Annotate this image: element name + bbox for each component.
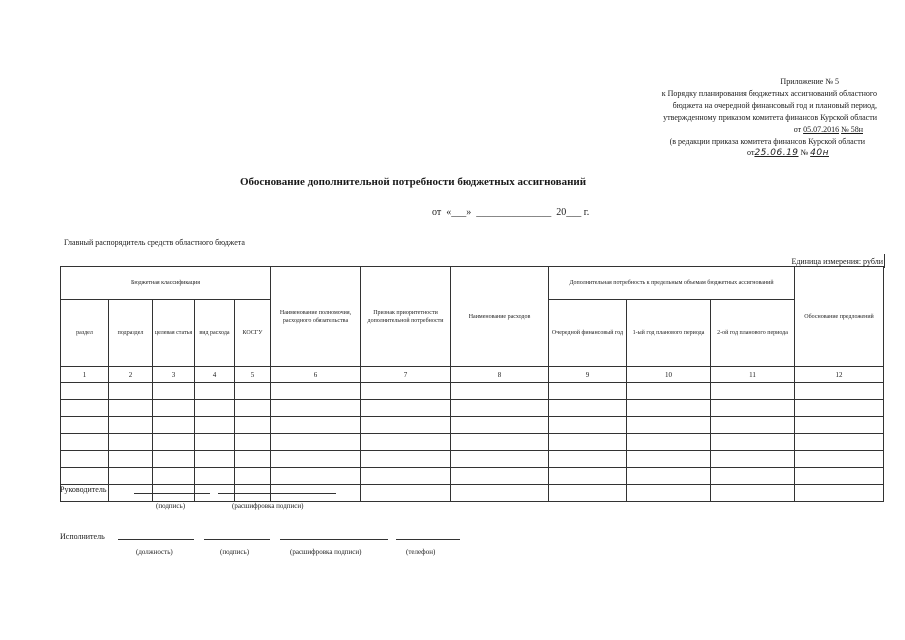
table-row <box>61 451 884 468</box>
column-number: 12 <box>795 367 884 383</box>
exec-signature-line <box>204 539 270 540</box>
table-row <box>61 468 884 485</box>
head-label: Руководитель <box>60 485 107 494</box>
header-additional-need: Дополнительная потребность к предельным объемам бюджетных ассигнований <box>549 267 795 300</box>
document-date-line: от «___» _______________ 20___ г. <box>432 207 590 218</box>
budget-table <box>60 266 884 502</box>
header-kosgu: КОСГУ <box>235 300 271 367</box>
exec-decoding-line <box>280 539 388 540</box>
column-number: 1 <box>61 367 109 383</box>
appendix-line-2: бюджета на очередной финансовый год и плановый период, <box>672 101 877 110</box>
edition-line: (в редакции приказа комитета финансов Курской области <box>669 137 865 146</box>
exec-signature-caption: (подпись) <box>220 548 250 556</box>
column-number: 4 <box>195 367 235 383</box>
edition-number-prefix: № <box>800 148 809 157</box>
appendix-block <box>617 76 877 136</box>
column-number: 10 <box>627 367 711 383</box>
executor-label: Исполнитель <box>60 532 105 541</box>
document-title: Обоснование дополнительной потребности бюджетных ассигнований <box>240 176 587 188</box>
column-number: 11 <box>711 367 795 383</box>
edition-block <box>615 136 865 159</box>
page-edge-mark <box>884 254 885 268</box>
header-target-article: целевая статья <box>153 300 195 367</box>
header-plan-year-1: 1-ый год планового периода <box>627 300 711 367</box>
header-authority: Наименование полномочия, расходного обязательства <box>271 267 361 367</box>
head-signature-caption: (подпись) <box>156 502 186 510</box>
header-expense-type: вид расхода <box>195 300 235 367</box>
column-number: 5 <box>235 367 271 383</box>
appendix-date-line <box>617 124 877 136</box>
head-decoding-line <box>218 493 336 494</box>
edition-prefix: от <box>747 148 755 157</box>
head-signature-line <box>134 493 210 494</box>
exec-decoding-caption: (расшифровка подписи) <box>290 548 362 556</box>
header-subsection: подраздел <box>109 300 153 367</box>
exec-position-caption: (должность) <box>136 548 173 556</box>
exec-position-line <box>118 539 194 540</box>
column-number: 7 <box>361 367 451 383</box>
appendix-line-1: к Порядку планирования бюджетных ассигнований областного <box>661 89 877 98</box>
column-number: 6 <box>271 367 361 383</box>
handwritten-date: 25.06.19 <box>754 148 799 158</box>
column-number: 8 <box>451 367 549 383</box>
head-decoding-caption: (расшифровка подписи) <box>232 502 304 510</box>
unit-of-measure: Единица измерения: рубли <box>791 257 883 266</box>
appendix-date-prefix: от <box>793 125 802 134</box>
exec-phone-caption: (телефон) <box>406 548 436 556</box>
edition-date-line <box>615 147 865 159</box>
table-row <box>61 383 884 400</box>
appendix-number: № 58н <box>841 125 863 134</box>
table-row <box>61 417 884 434</box>
header-row-1 <box>61 267 884 300</box>
header-next-year: Очередной финансовый год <box>549 300 627 367</box>
table-row <box>61 400 884 417</box>
column-number-row <box>61 367 884 383</box>
column-number: 2 <box>109 367 153 383</box>
header-budget-classification: Бюджетная классификация <box>61 267 271 300</box>
exec-phone-line <box>396 539 460 540</box>
column-number: 9 <box>549 367 627 383</box>
table-row <box>61 434 884 451</box>
appendix-date: 05.07.2016 <box>803 125 840 134</box>
header-priority: Признак приоритетности дополнительной потребности <box>361 267 451 367</box>
column-number: 3 <box>153 367 195 383</box>
handwritten-number: 40н <box>810 148 829 158</box>
header-section: раздел <box>61 300 109 367</box>
appendix-line-3: утвержденному приказом комитета финансов Курской области <box>663 113 877 122</box>
appendix-title: Приложение № 5 <box>780 77 839 86</box>
header-plan-year-2: 2-ой год планового периода <box>711 300 795 367</box>
header-justification: Обоснование предложений <box>795 267 884 367</box>
header-expense-name: Наименование расходов <box>451 267 549 367</box>
chief-distributor-label: Главный распорядитель средств областного бюджета <box>64 238 245 247</box>
